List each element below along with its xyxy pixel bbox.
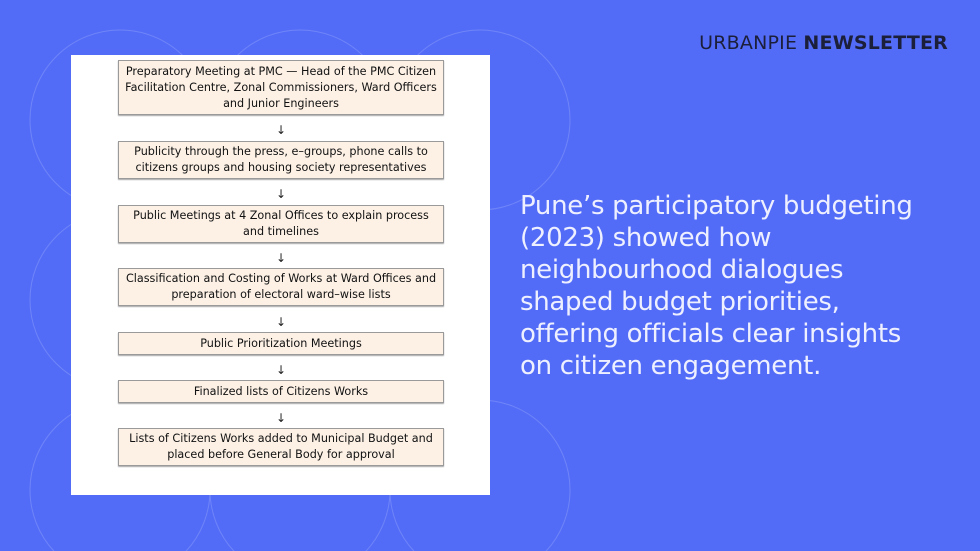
- flow-arrow-icon: ↓: [275, 411, 287, 425]
- headline-text: Pune’s participatory budgeting (2023) showed how neighbourhood dialogues shaped budget priorities, offering officials clear insights on citizen engagement.: [520, 191, 913, 381]
- flow-arrow-icon: ↓: [275, 123, 287, 137]
- flow-step-municipal-budget: Lists of Citizens Works added to Municipal Budget and placed before General Body for approval: [118, 428, 444, 466]
- flow-step-prioritization-meetings: Public Prioritization Meetings: [118, 332, 444, 355]
- flow-arrow-icon: ↓: [275, 315, 287, 329]
- flowchart-panel: [71, 55, 490, 495]
- flow-step-public-meetings: Public Meetings at 4 Zonal Offices to explain process and timelines: [118, 205, 444, 243]
- flow-step-classification-costing: Classification and Costing of Works at Ward Offices and preparation of electoral ward–wise lists: [118, 268, 444, 306]
- flow-step-preparatory-meeting: Preparatory Meeting at PMC — Head of the PMC Citizen Facilitation Centre, Zonal Commissioners, Ward Officers and Junior Engineers: [118, 60, 444, 115]
- flow-step-finalized-lists: Finalized lists of Citizens Works: [118, 380, 444, 403]
- brand-name-bold: NEWSLETTER: [803, 32, 948, 54]
- flow-arrow-icon: ↓: [275, 363, 287, 377]
- flow-arrow-icon: ↓: [275, 251, 287, 265]
- flow-arrow-icon: ↓: [275, 187, 287, 201]
- brand-name-light: URBANPIE: [699, 32, 804, 54]
- brand-logo: [699, 32, 948, 54]
- flow-step-publicity: Publicity through the press, e–groups, phone calls to citizens groups and housing society representatives: [118, 141, 444, 179]
